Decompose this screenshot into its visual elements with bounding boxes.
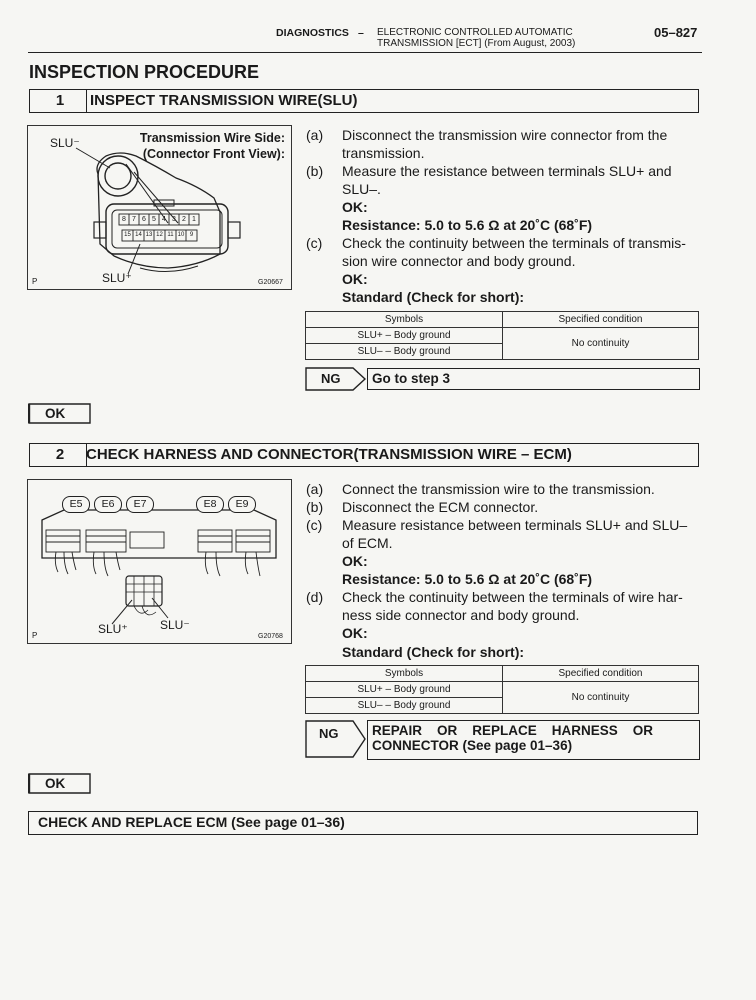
ng-target — [367, 720, 700, 760]
item-letter: (a) — [306, 481, 324, 497]
ok-label: OK: — [342, 553, 368, 569]
final-step-text: CHECK AND REPLACE ECM (See page 01–36) — [38, 814, 345, 830]
connector-e5-label: E5 — [62, 496, 90, 513]
slu-plus-label: SLU⁺ — [102, 271, 132, 285]
ok-label: OK: — [342, 271, 368, 287]
connector-e7-label: E7 — [126, 496, 154, 513]
pin-label: 13 — [145, 232, 153, 238]
header-dash: – — [358, 27, 364, 39]
item-text: sion wire connector and body ground. — [342, 253, 576, 269]
item-text: Check the continuity between the terminals of transmis- — [342, 235, 686, 251]
table-header: Symbols — [306, 312, 503, 328]
table-cell: SLU– – Body ground — [306, 344, 503, 360]
item-text: SLU–. — [342, 181, 381, 197]
connector-e8-label: E8 — [196, 496, 224, 513]
pin-label: 8 — [122, 216, 126, 223]
pin-label: 9 — [189, 232, 194, 238]
slu-minus-label: SLU⁻ — [160, 618, 190, 632]
item-text: of ECM. — [342, 535, 393, 551]
connector-e9-label: E9 — [228, 496, 256, 513]
step2-bar — [29, 443, 699, 467]
pin-label: 3 — [172, 216, 176, 223]
pin-label: 14 — [135, 232, 142, 238]
step1-figure — [27, 125, 292, 290]
pin-label: 5 — [152, 216, 156, 223]
item-letter: (b) — [306, 163, 324, 179]
item-text: Connect the transmission wire to the transmission. — [342, 481, 655, 497]
resistance-spec: Resistance: 5.0 to 5.6 Ω at 20˚C (68˚F) — [342, 571, 593, 587]
header-subtitle-2: TRANSMISSION [ECT] (From August, 2003) — [377, 38, 576, 49]
item-letter: (c) — [306, 235, 323, 251]
item-letter: (d) — [306, 589, 324, 605]
figure-id: G20768 — [258, 633, 283, 640]
final-step-box — [28, 811, 698, 835]
pin-label: 4 — [162, 216, 166, 223]
standard-label: Standard (Check for short): — [342, 644, 525, 660]
ng-label: NG — [319, 726, 339, 741]
ng-target-line2: CONNECTOR (See page 01–36) — [372, 738, 573, 753]
pin-label: 6 — [142, 216, 146, 223]
step2-title: CHECK HARNESS AND CONNECTOR(TRANSMISSION WIRE – ECM) — [86, 446, 572, 463]
step2-spec-table — [305, 665, 699, 714]
resistance-spec: Resistance: 5.0 to 5.6 Ω at 20˚C (68˚F) — [342, 217, 593, 233]
table-cell: SLU+ – Body ground — [306, 682, 503, 698]
ng-label: NG — [321, 371, 341, 386]
step1-spec-table — [305, 311, 699, 360]
ok-label: OK — [45, 776, 66, 791]
item-letter: (c) — [306, 517, 323, 533]
step2-number: 2 — [34, 444, 87, 466]
item-letter: (a) — [306, 127, 324, 143]
pin-label: 11 — [167, 232, 174, 238]
page-number: 05–827 — [654, 25, 698, 40]
figure-corner-letter: P — [32, 631, 38, 640]
table-cell: No continuity — [503, 328, 699, 360]
pin-label: 2 — [182, 216, 186, 223]
item-letter: (b) — [306, 499, 324, 515]
step2-figure — [27, 479, 292, 644]
header-rule — [28, 52, 702, 53]
ng-target-line1: REPAIR OR REPLACE HARNESS OR — [372, 723, 654, 738]
step1-number: 1 — [34, 90, 87, 112]
ok-label: OK — [45, 406, 66, 421]
step1-bar — [29, 89, 699, 113]
figure-caption-2: (Connector Front View): — [142, 147, 285, 161]
pin-label: 12 — [156, 232, 163, 238]
slu-minus-label: SLU⁻ — [50, 136, 80, 150]
header-subtitle-1: ELECTRONIC CONTROLLED AUTOMATIC — [377, 27, 573, 38]
figure-caption-1: Transmission Wire Side: — [139, 131, 285, 145]
item-text: Measure the resistance between terminals SLU+ and — [342, 163, 672, 179]
standard-label: Standard (Check for short): — [342, 289, 525, 305]
pin-label: 10 — [177, 232, 185, 238]
pin-label: 15 — [124, 232, 131, 238]
ok-label: OK: — [342, 625, 368, 641]
figure-corner-letter: P — [32, 277, 38, 286]
header-section: DIAGNOSTICS — [276, 27, 349, 39]
connector-e6-label: E6 — [94, 496, 122, 513]
figure-id: G20667 — [258, 279, 283, 286]
item-text: Measure resistance between terminals SLU+ and SLU– — [342, 517, 688, 533]
item-text: Disconnect the ECM connector. — [342, 499, 539, 515]
ng-target: Go to step 3 — [367, 368, 700, 390]
pin-label: 7 — [132, 216, 136, 223]
table-header: Specified condition — [503, 312, 699, 328]
step1-title: INSPECT TRANSMISSION WIRE(SLU) — [90, 92, 358, 109]
item-text: Check the continuity between the terminals of wire har- — [342, 589, 683, 605]
table-header: Symbols — [306, 666, 503, 682]
ok-label: OK: — [342, 199, 368, 215]
table-cell: SLU– – Body ground — [306, 698, 503, 714]
table-cell: No continuity — [503, 682, 699, 714]
pin-label: 1 — [192, 216, 196, 223]
page-title: INSPECTION PROCEDURE — [29, 62, 260, 82]
table-header: Specified condition — [503, 666, 699, 682]
item-text: Disconnect the transmission wire connector from the — [342, 127, 668, 143]
slu-plus-label: SLU⁺ — [98, 622, 128, 636]
item-text: ness side connector and body ground. — [342, 607, 580, 623]
item-text: transmission. — [342, 145, 425, 161]
table-cell: SLU+ – Body ground — [306, 328, 503, 344]
